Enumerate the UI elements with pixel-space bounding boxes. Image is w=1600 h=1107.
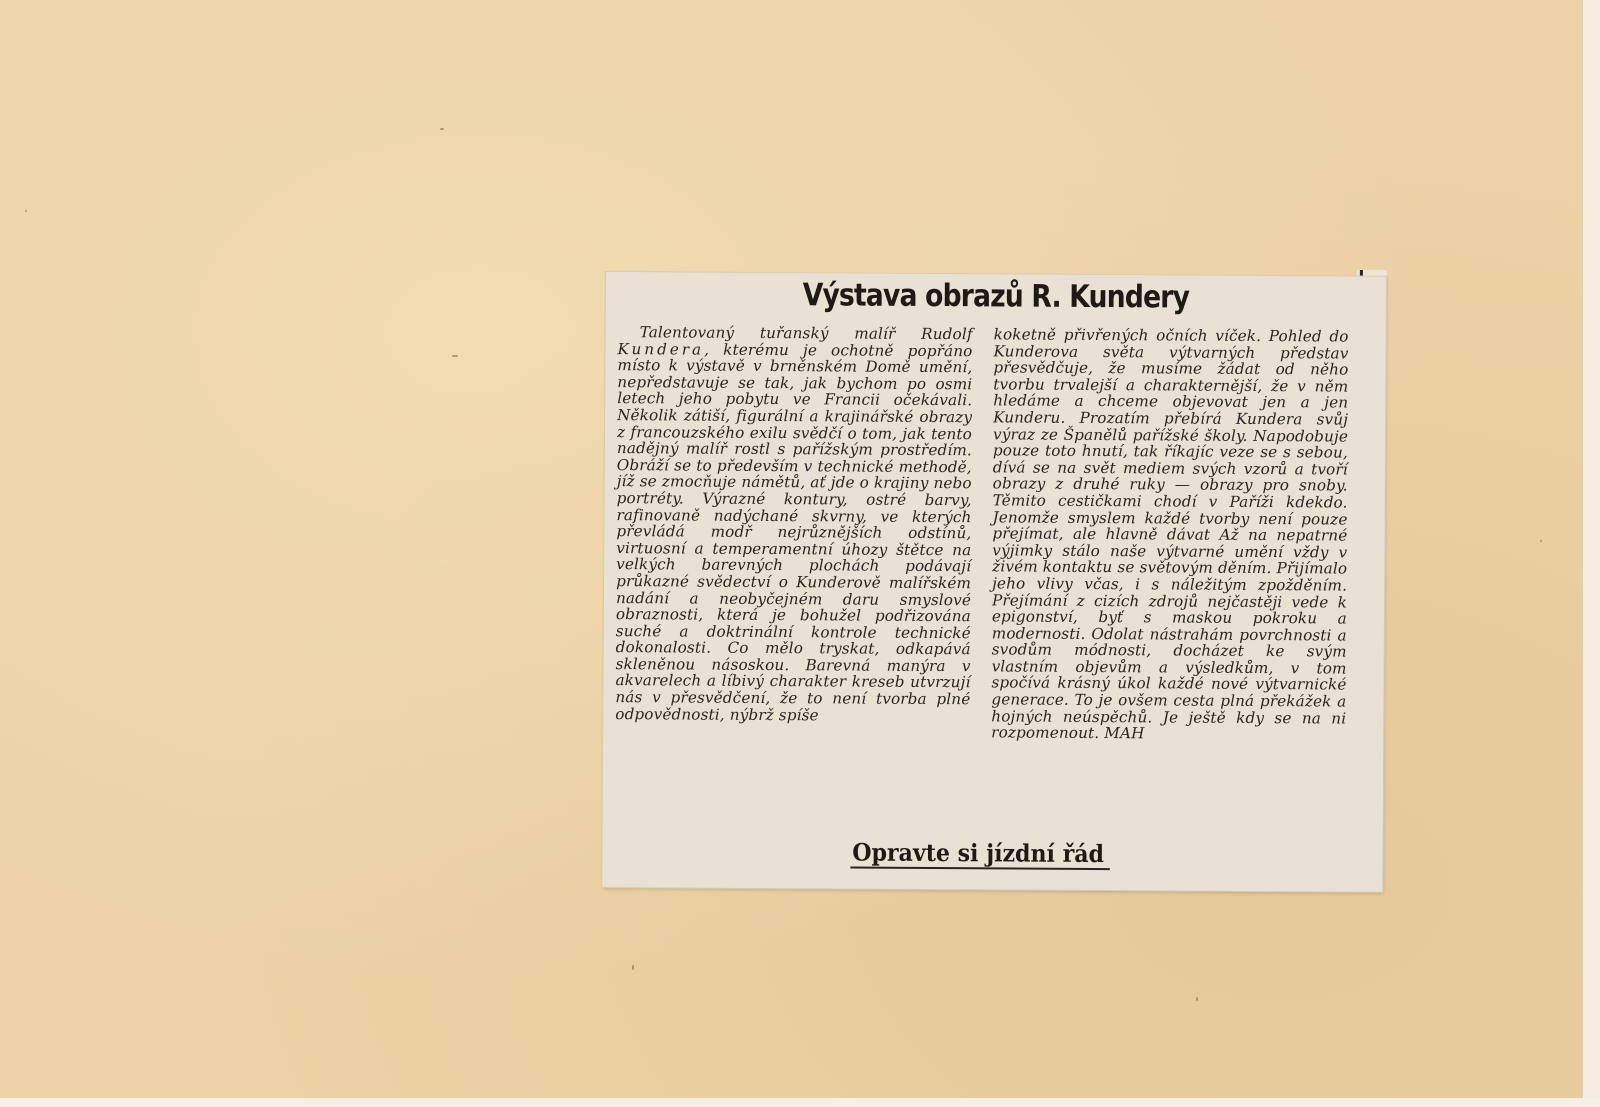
paper-speck bbox=[452, 355, 458, 357]
author-signature: MAH bbox=[1104, 724, 1145, 743]
board-edge-right bbox=[1582, 0, 1600, 1107]
article-column-right bbox=[991, 326, 1349, 743]
paper-speck bbox=[632, 965, 634, 970]
paper-speck bbox=[440, 128, 444, 130]
paper-speck bbox=[1540, 540, 1542, 542]
author-name: Kundera bbox=[617, 339, 705, 359]
article-body-left: , kterému je ochotně popřáno místo k výstavě v brněnském Domě umění, nepředstavuje se tak, jak bychom po osmi letech jeho pobytu ve Francii očekávali. Několik zátiší, figurální a krajinářské obrazy z francouzského exilu svědčí o tom, jak tento nadějný malíř rostl s pařížským prostředím. Obráží se to především v technické methodě, jíž se zmocňuje námětů, ať jde o krajiny nebo portréty. Výrazné kontury, ostré barvy, rafinovaně nadýchané skvrny, ve kterých převládá modř nejrůznějších odstínů, virtuosní a temperamentní úhozy štětce na velkých barevných plochách podávají průkazné svědectví o Kunderově malířském nadání a neobyčejném daru smyslové obraznosti, která je bohužel podřizována suché a doktrinální kontrole technické dokonalosti. Co mělo tryskat, odkapává skleněnou násoskou. Barevná manýra v akvarelech a líbivý charakter kreseb utvrzují nás v přesvědčení, že to není tvorba plné odpovědnosti, nýbrž spíše bbox=[615, 340, 973, 724]
article-intro: Talentovaný tuřanský malíř Rudolf bbox=[639, 323, 973, 344]
article-title: Výstava obrazů R. Kundery bbox=[802, 277, 1190, 316]
article-body-right: koketně přivřených očních víček. Pohled do Kunderova světa výtvarných představ přesvědčuje, že musíme žádat od něho tvorbu trvalejší a charakternější, že v něm hledáme a chceme objevovat jen a jen Kunderu. Prozatím přebírá Kundera svůj výraz ze Španělů pařížské školy. Napodobuje pouze toto hnutí, tak říkajíc veze se s sebou, dívá se na svět mediem svých vzorů a tvoří obrazy z druhé ruky — obrazy pro snoby. Těmito cestičkami chodí v Paříži kdekdo. Jenomže smyslem každé tvorby není pouze přejímat, ale hlavně dávat Až na nepatrné výjimky stálo naše výtvarné umění vždy v živém kontaktu se světovým děním. Přijímalo jeho vlivy včas, i s náležitým zpožděním. Přejímání z cizích zdrojů nejčastěji vede k epigonství, byť s maskou pokroku a modernosti. Odolat nástrahám povrchnosti a svodům módnosti, docházet ke svým vlastním objevům a výsledkům, v tom spočívá krásný úkol každé nové výtvarnické generace. To je ovšem cesta plná překážek a hojných neúspěchů. Je ještě kdy se na ni rozpomenout. bbox=[991, 325, 1349, 743]
article-column-left bbox=[615, 324, 972, 724]
newspaper-clipping bbox=[602, 272, 1386, 892]
board-edge-bottom bbox=[0, 1098, 1600, 1107]
next-article-heading: Opravte si jízdní řád bbox=[850, 838, 1109, 871]
paper-speck bbox=[1196, 997, 1198, 1001]
paper-speck bbox=[25, 210, 27, 212]
